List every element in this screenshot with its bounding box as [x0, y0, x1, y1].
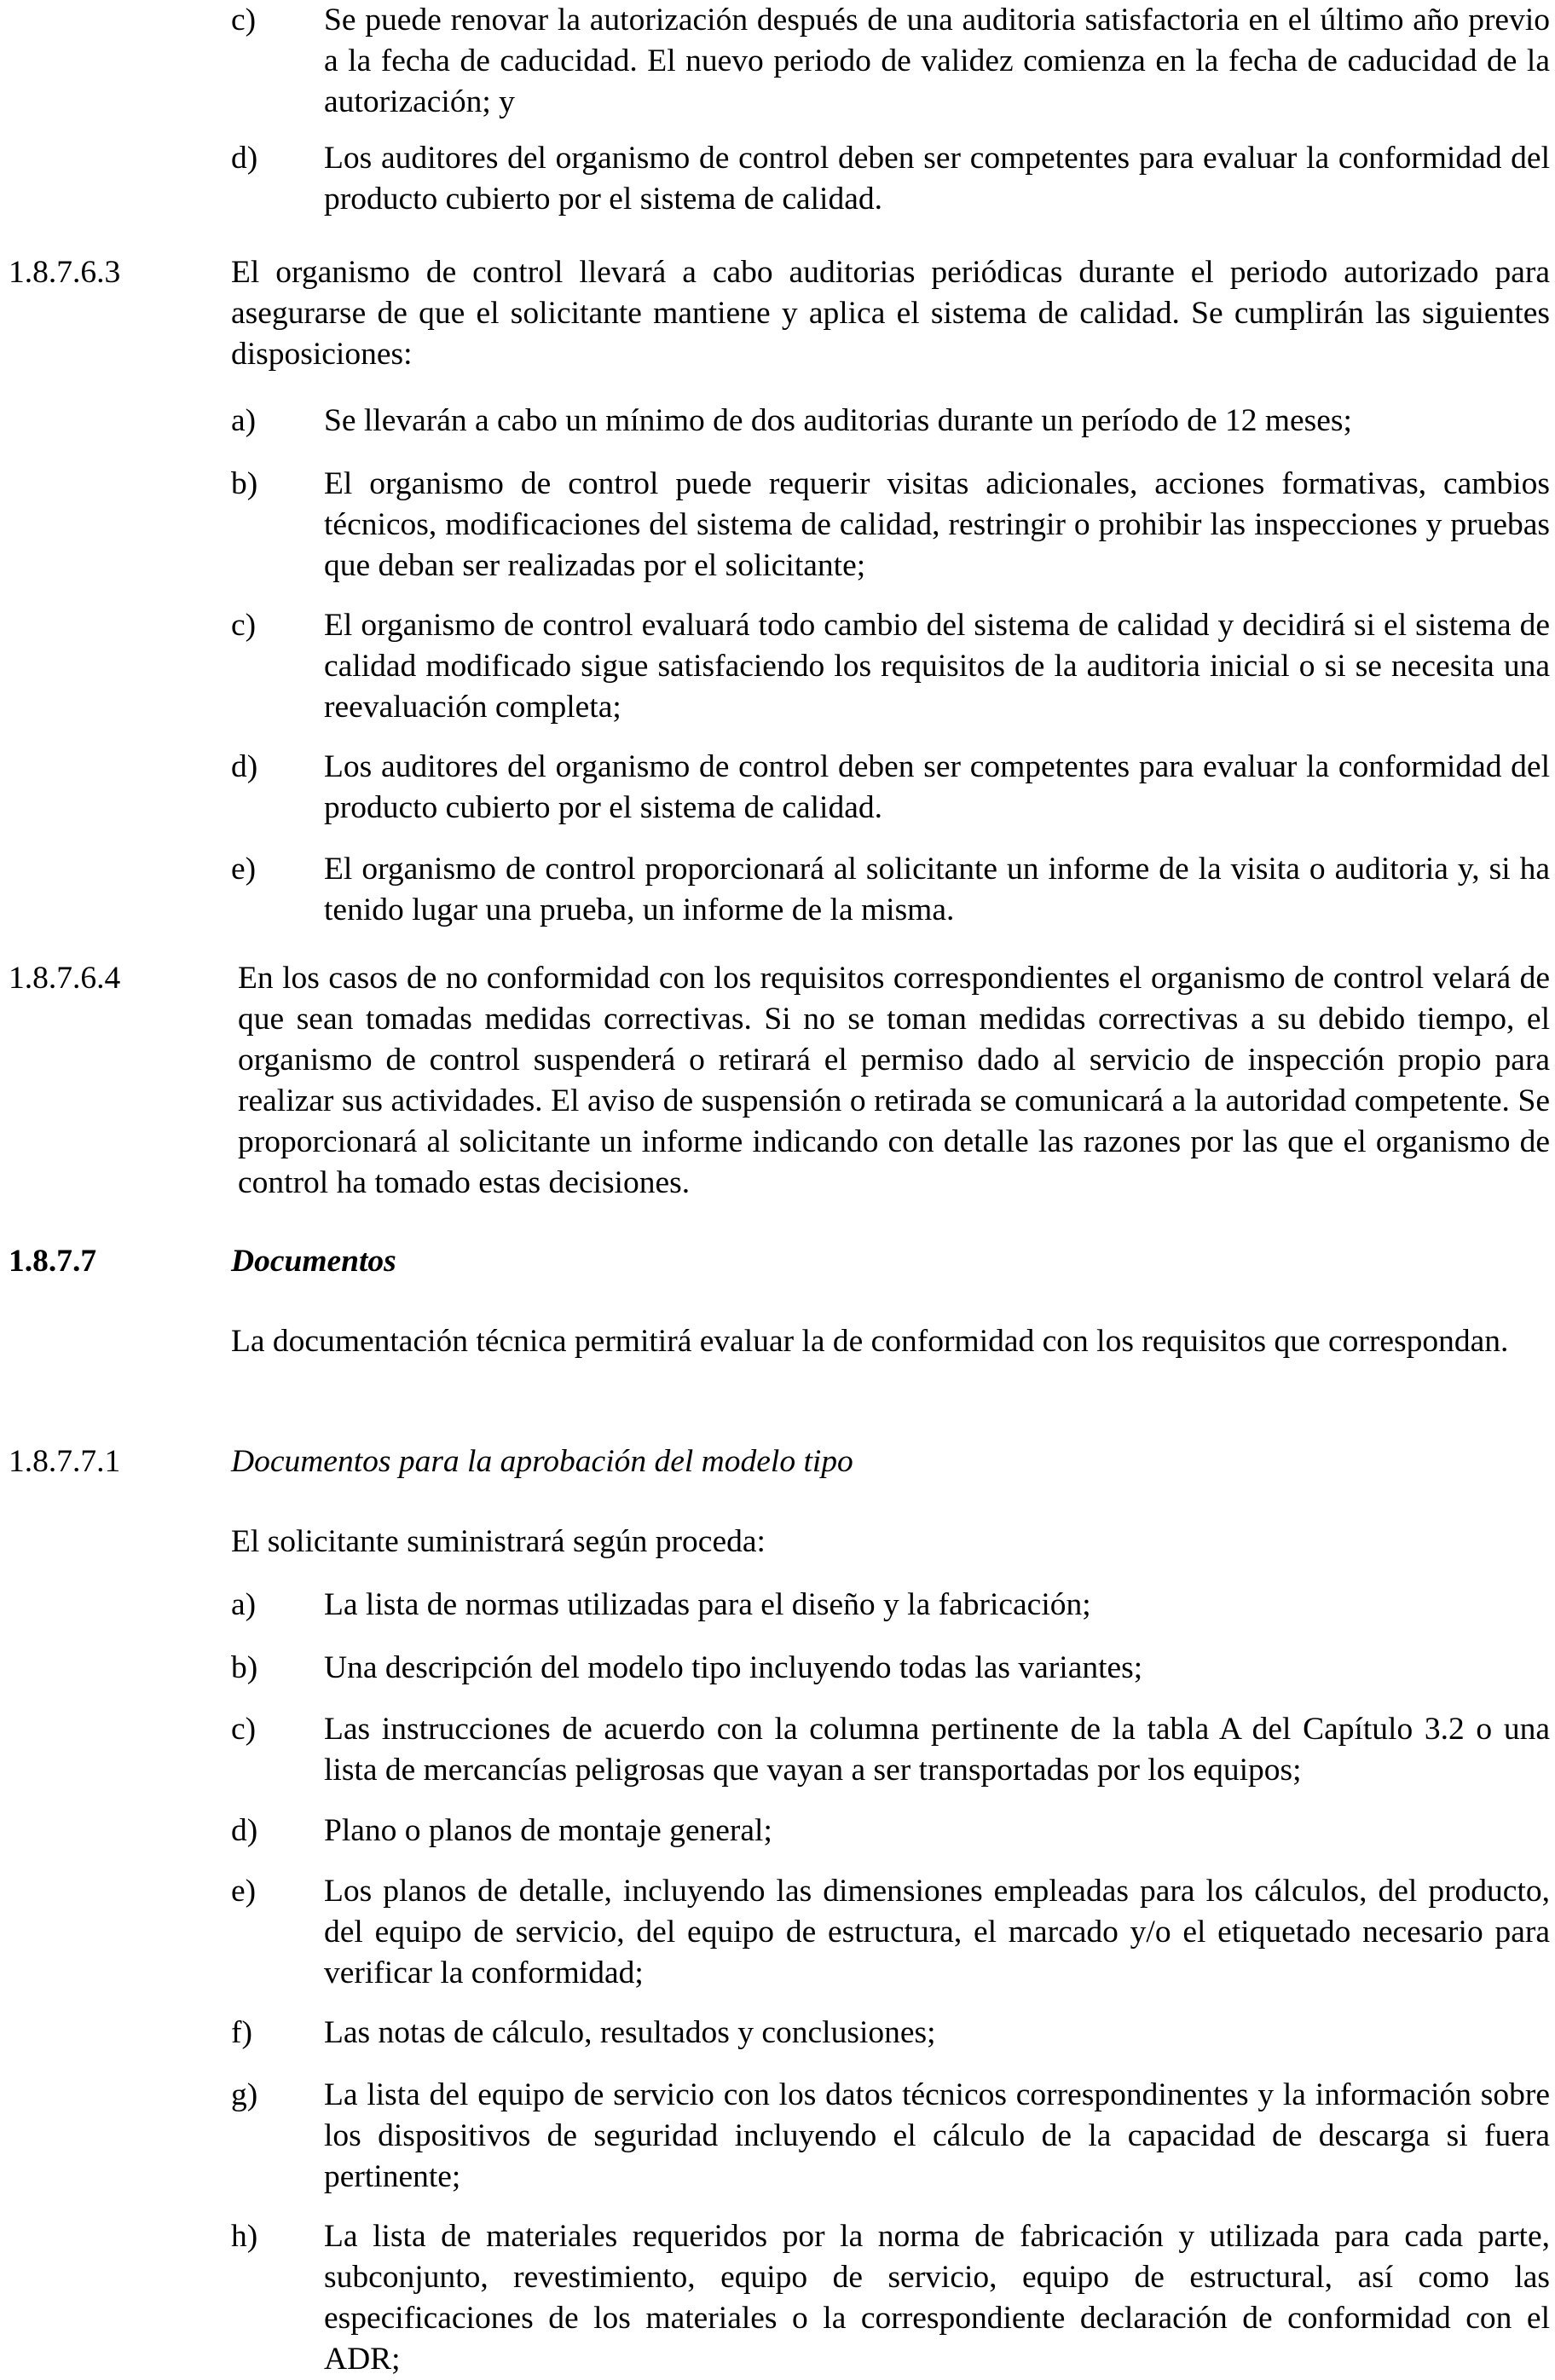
list-item-label: e) [231, 852, 257, 887]
section-text: La documentación técnica permitirá evaluar la de conformidad con los requisitos que correspondan. [231, 1324, 1509, 1359]
list-item-label: g) [231, 2077, 258, 2112]
list-item-label: e) [231, 1874, 257, 1909]
list-item-text: Los auditores del organismo de control deben ser competentes para evaluar la conformidad del producto cubierto por el sistema de calidad. [324, 749, 1550, 825]
list-item-label: c) [231, 608, 257, 643]
section-heading: Documentos [231, 1244, 396, 1279]
list-item-label: d) [231, 141, 258, 176]
list-item-text: La lista de materiales requeridos por la norma de fabricación y utilizada para cada parte, subconjunto, revestimiento, equipo de servicio, equipo de estructural, así como las especificaciones de los materiales o la correspondiente declaración de conformidad con el ADR; [324, 2219, 1550, 2377]
section-number: 1.8.7.7.1 [9, 1444, 121, 1479]
list-item-label: h) [231, 2219, 258, 2254]
list-item-label: b) [231, 466, 258, 501]
list-item-text: Una descripción del modelo tipo incluyendo todas las variantes; [324, 1650, 1143, 1685]
list-item-label: b) [231, 1650, 258, 1685]
list-item-text: El organismo de control proporcionará al solicitante un informe de la visita o auditoria y, si ha tenido lugar una prueba, un informe de la misma. [324, 852, 1550, 927]
list-item-label: d) [231, 1813, 258, 1848]
section-number: 1.8.7.6.4 [9, 961, 121, 996]
section-number: 1.8.7.7 [9, 1244, 97, 1279]
list-item-label: c) [231, 3, 257, 38]
list-item-text: La lista del equipo de servicio con los datos técnicos correspondinentes y la información sobre los dispositivos de seguridad incluyendo el cálculo de la capacidad de descarga si fuera pertinente; [324, 2077, 1550, 2194]
list-item-text: El organismo de control puede requerir visitas adicionales, acciones formativas, cambios técnicos, modificaciones del sistema de calidad, restringir o prohibir las inspecciones y pruebas que deban ser realizadas por el solicitante; [324, 466, 1550, 583]
list-item-label: a) [231, 403, 257, 438]
section-text: En los casos de no conformidad con los requisitos correspondientes el organismo de control velará de que sean tomadas medidas correctivas. Si no se toman medidas correctivas a su debido tiempo, el organismo de control suspenderá o retirará el permiso dado al servicio de inspección propio para realizar sus actividades. El aviso de suspensión o retirada se comunicará a la autoridad competente. Se proporcionará al solicitante un informe indicando con detalle las razones por las que el organismo de control ha tomado estas decisiones. [238, 961, 1550, 1200]
section-number: 1.8.7.6.3 [9, 255, 121, 290]
list-item-text: Los planos de detalle, incluyendo las dimensiones empleadas para los cálculos, del producto, del equipo de servicio, del equipo de estructura, el marcado y/o el etiquetado necesario para verificar la conformidad; [324, 1874, 1550, 1990]
list-item-text: Las notas de cálculo, resultados y conclusiones; [324, 2015, 936, 2050]
list-item-text: Las instrucciones de acuerdo con la columna pertinente de la tabla A del Capítulo 3.2 o una lista de mercancías peligrosas que vayan a ser transportadas por los equipos; [324, 1712, 1550, 1788]
list-item-text: Se puede renovar la autorización después de una auditoria satisfactoria en el último año previo a la fecha de caducidad. El nuevo periodo de validez comienza en la fecha de caducidad de la autorización; y [324, 3, 1550, 119]
list-item-text: El organismo de control evaluará todo cambio del sistema de calidad y decidirá si el sistema de calidad modificado sigue satisfaciendo los requisitos de la auditoria inicial o si se necesita una reevaluación completa; [324, 608, 1550, 725]
section-intro: El solicitante suministrará según proceda: [231, 1524, 766, 1559]
list-item-text: La lista de normas utilizadas para el diseño y la fabricación; [324, 1587, 1091, 1622]
list-item-text: Se llevarán a cabo un mínimo de dos auditorias durante un período de 12 meses; [324, 403, 1352, 438]
list-item-text: Los auditores del organismo de control deben ser competentes para evaluar la conformidad del producto cubierto por el sistema de calidad. [324, 141, 1550, 217]
section-heading: Documentos para la aprobación del modelo tipo [231, 1444, 853, 1479]
list-item-text: Plano o planos de montaje general; [324, 1813, 772, 1848]
list-item-label: d) [231, 749, 258, 784]
list-item-label: a) [231, 1587, 257, 1622]
list-item-label: f) [231, 2015, 252, 2050]
section-text: El organismo de control llevará a cabo auditorias periódicas durante el periodo autorizado para asegurarse de que el solicitante mantiene y aplica el sistema de calidad. Se cumplirán las siguientes disposiciones: [231, 255, 1550, 372]
list-item-label: c) [231, 1712, 257, 1747]
